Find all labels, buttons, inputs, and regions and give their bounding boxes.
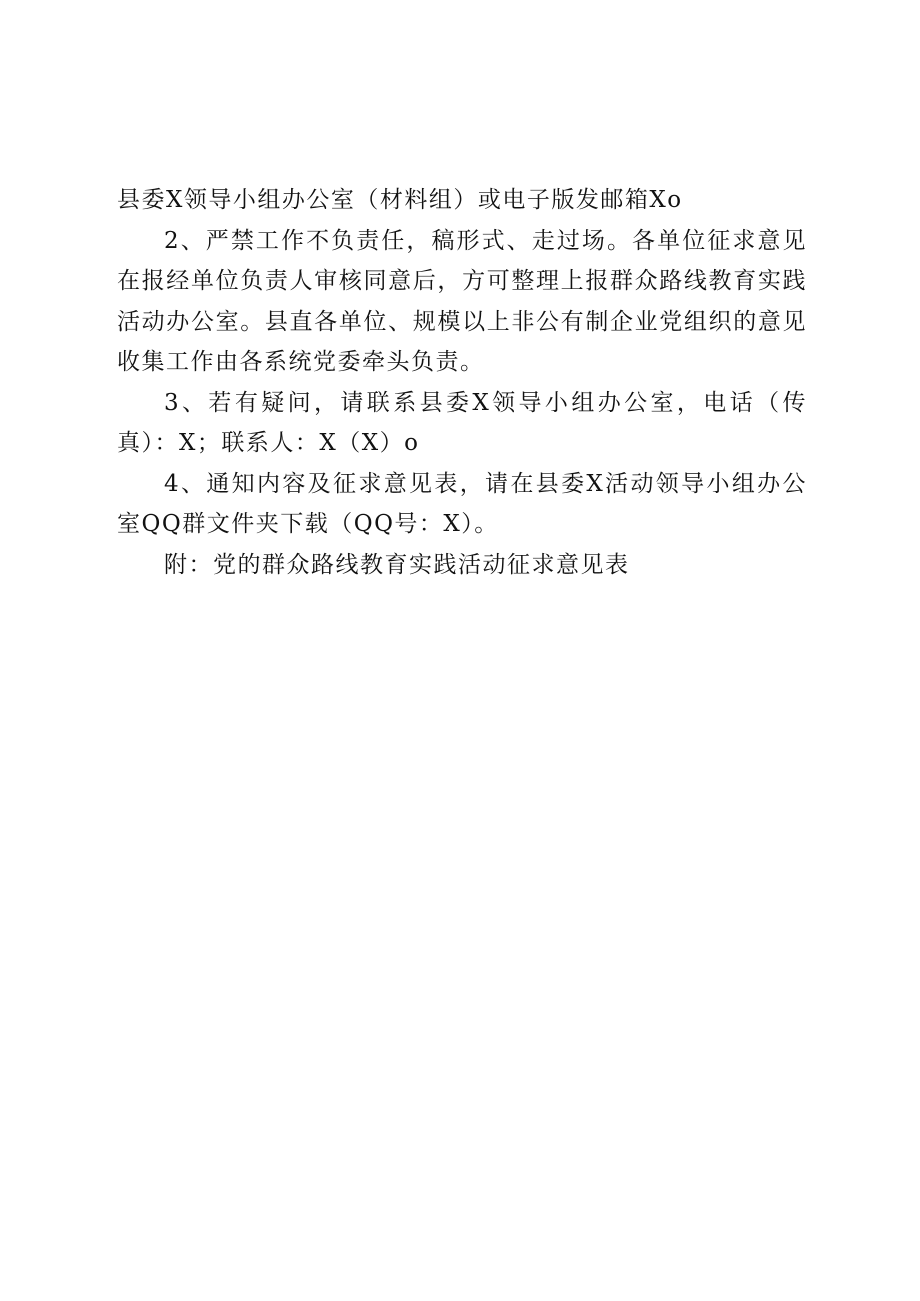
paragraph-item-4: 4、通知内容及征求意见表，请在县委X活动领导小组办公室QQ群文件夹下载（QQ号：X）。	[117, 470, 807, 537]
paragraph-continuation: 县委X领导小组办公室（材料组）或电子版发邮箱Xo	[117, 187, 683, 213]
paragraph-item-3: 3、若有疑问，请联系县委X领导小组办公室，电话（传真）：X；联系人：X（X）o	[117, 389, 807, 456]
paragraph-item-2: 2、严禁工作不负责任，稿形式、走过场。各单位征求意见在报经单位负责人审核同意后，方可整理上报群众路线教育实践活动办公室。县直各单位、规模以上非公有制企业党组织的意见收集工作由各系统党委牵头负责。	[117, 227, 807, 375]
paragraph-attachment: 附：党的群众路线教育实践活动征求意见表	[164, 551, 630, 578]
document-body	[117, 180, 807, 585]
